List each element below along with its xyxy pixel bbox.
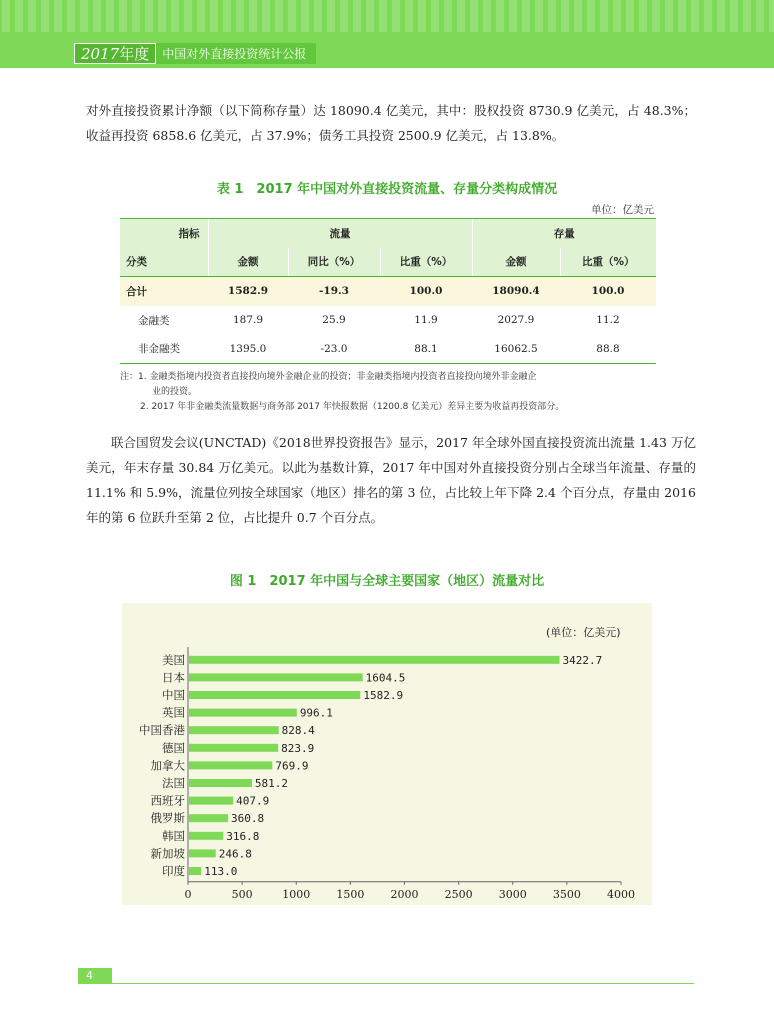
header-grid-stripe xyxy=(54,0,62,32)
header-grid-stripe xyxy=(548,0,556,32)
header-grid-stripe xyxy=(769,0,774,32)
header-grid-stripe xyxy=(158,0,166,32)
header-grid-stripe xyxy=(743,0,751,32)
chart-category-label: 韩国 xyxy=(162,828,185,843)
table-caption: 表 1 2017 年中国对外直接投资流量、存量分类构成情况 xyxy=(216,182,558,197)
header-grid-stripe xyxy=(496,0,504,32)
header-grid-stripe xyxy=(2,0,10,32)
chart-category-label: 西班牙 xyxy=(150,793,185,808)
corner-bottom-label: 分类 xyxy=(120,248,208,277)
header-grid-stripe xyxy=(535,0,543,32)
header-grid-stripe xyxy=(626,0,634,32)
cell-stock-share: 11.2 xyxy=(596,314,620,326)
header-grid-stripe xyxy=(756,0,764,32)
page-number: 4 xyxy=(78,968,112,983)
header-grid-stripe xyxy=(431,0,439,32)
chart-bar xyxy=(189,814,228,822)
chart-x-tick-label: 3500 xyxy=(552,887,581,901)
chart-bar xyxy=(189,673,363,681)
table-note-1: 注：1. 金融类指境内投资者直接投向境外金融企业的投资；非金融类指境内投资者直接投向境外非金融企 xyxy=(120,372,537,382)
chart-category-label: 日本 xyxy=(162,670,185,685)
table-row xyxy=(120,277,656,306)
header-grid-stripe xyxy=(574,0,582,32)
chart-value-label: 360.8 xyxy=(231,812,265,826)
cell-flow-amount: 1395.0 xyxy=(208,335,288,364)
header-grid-stripe xyxy=(353,0,361,32)
chart-category-label: 法国 xyxy=(162,776,185,790)
header-grid-stripe xyxy=(314,0,322,32)
chart-value-label: 828.4 xyxy=(281,724,315,738)
header-grid-stripe xyxy=(249,0,257,32)
header-grid-stripe xyxy=(457,0,465,32)
cell-flow-share: 88.1 xyxy=(380,335,472,364)
header-grid-stripe xyxy=(28,0,36,32)
header-grid-stripe xyxy=(301,0,309,32)
chart-x-tick-label: 2500 xyxy=(444,887,473,901)
header-grid-stripe xyxy=(80,0,88,32)
cell-flow-yoy: -23.0 xyxy=(288,335,380,364)
chart-category-label: 德国 xyxy=(162,740,185,755)
chart-category-label: 印度 xyxy=(162,864,185,878)
chart-value-label: 246.8 xyxy=(218,847,252,861)
chart-bar xyxy=(189,761,272,769)
header-grid-stripe xyxy=(392,0,400,32)
header-grid-stripe xyxy=(561,0,569,32)
header-grid-stripe xyxy=(665,0,673,32)
report-title: 中国对外直接投资统计公报 xyxy=(162,47,307,61)
cell-flow-share: 100.0 xyxy=(380,277,472,306)
table-row xyxy=(120,335,656,364)
row-label: 金融类 xyxy=(138,314,170,327)
chart-value-label: 3422.7 xyxy=(562,653,603,667)
chart-x-tick-label: 2000 xyxy=(390,887,419,901)
chart-bar xyxy=(189,691,360,699)
header-grid-stripe xyxy=(93,0,101,32)
header-grid-stripe xyxy=(197,0,205,32)
header-grid-stripe xyxy=(184,0,192,32)
cell-flow-yoy: -19.3 xyxy=(288,277,380,306)
header-grid-stripe xyxy=(223,0,231,32)
header-grid-stripe xyxy=(587,0,595,32)
header-grid-stripe xyxy=(470,0,478,32)
chart-x-tick-label: 1000 xyxy=(282,887,311,901)
header-grid-stripe xyxy=(236,0,244,32)
group-stock-header: 存量 xyxy=(472,219,656,248)
table-header-row xyxy=(120,219,656,248)
cell-flow-amount: 187.9 xyxy=(232,314,264,326)
footer-rule xyxy=(78,983,694,984)
header-grid-stripe xyxy=(379,0,387,32)
col-flow-yoy: 同比（%） xyxy=(288,248,380,277)
header-grid-stripe xyxy=(67,0,75,32)
table-row xyxy=(120,306,656,335)
header-grid-stripe xyxy=(288,0,296,32)
corner-top-label: 指标 xyxy=(120,219,208,248)
header-grid-stripe xyxy=(613,0,621,32)
chart-value-label: 581.2 xyxy=(254,777,289,790)
chart-category-label: 新加坡 xyxy=(150,846,185,861)
group-flow-header: 流量 xyxy=(208,219,472,248)
header-title-bar xyxy=(74,43,316,64)
header-grid-stripe xyxy=(639,0,647,32)
chart-x-tick-label: 0 xyxy=(184,887,192,901)
col-stock-amount: 金额 xyxy=(472,248,560,277)
cell-stock-share: 88.8 xyxy=(560,335,656,364)
header-grid-stripe xyxy=(262,0,270,32)
cell-flow-yoy: 25.9 xyxy=(322,314,346,326)
header-grid-stripe xyxy=(730,0,738,32)
chart-value-label: 769.9 xyxy=(275,759,309,773)
row-label: 合计 xyxy=(120,277,208,306)
header-grid-stripe xyxy=(704,0,712,32)
header-grid-stripe xyxy=(691,0,699,32)
header-grid-stripe xyxy=(210,0,218,32)
header-grid-stripe xyxy=(678,0,686,32)
chart-x-tick-label: 3000 xyxy=(498,887,527,901)
chart-value-label: 407.9 xyxy=(236,794,270,808)
header-grid-stripe xyxy=(340,0,348,32)
cell-stock-amount: 16062.5 xyxy=(472,335,560,364)
col-flow-share: 比重（%） xyxy=(380,248,472,277)
header-grid-stripe xyxy=(366,0,374,32)
row-label: 非金融类 xyxy=(120,335,208,364)
header-grid-stripe xyxy=(418,0,426,32)
chart-bar xyxy=(189,779,252,787)
chart-bar xyxy=(189,849,216,857)
header-grid-stripe xyxy=(405,0,413,32)
chart-value-label: 316.8 xyxy=(226,829,260,843)
chart-x-tick-label: 500 xyxy=(231,887,253,901)
flow-comparison-chart xyxy=(122,603,652,905)
chart-bar xyxy=(189,709,297,717)
header-grid-stripe xyxy=(652,0,660,32)
header-grid-stripe xyxy=(444,0,452,32)
header-grid-stripe xyxy=(717,0,725,32)
header-grid-stripe xyxy=(15,0,23,32)
table-unit: 单位：亿美元 xyxy=(591,204,654,216)
header-grid-stripe xyxy=(171,0,179,32)
chart-category-label: 俄罗斯 xyxy=(150,811,185,826)
header-grid-stripe xyxy=(275,0,283,32)
fdi-classification-table xyxy=(120,218,656,364)
cell-stock-amount: 18090.4 xyxy=(472,277,560,306)
header-grid-stripe xyxy=(522,0,530,32)
header-grid-stripe xyxy=(327,0,335,32)
chart-category-label: 中国香港 xyxy=(139,723,185,738)
cell-stock-share: 100.0 xyxy=(560,277,656,306)
col-stock-share: 比重（%） xyxy=(560,248,656,277)
header-grid-stripe xyxy=(119,0,127,32)
chart-value-label: 1604.5 xyxy=(365,671,406,685)
header-grid-stripe xyxy=(509,0,517,32)
paragraph-unctad: 联合国贸发会议(UNCTAD)《2018世界投资报告》显示，2017 年全球外国直接投资流出流量 1.43 万亿美元，年末存量 30.84 万亿美元。以此为基数计算，2017 年中国对外直接投资分别占全球当年流量、存量的 11.1% 和 5.9%，流量位列按全球国家（地区）排名的第 3 位，占比较上年下降 2.4 个百分点，存量由 2016 年的第 6 位跃升至第 2 位，占比提升 0.7 个百分点。 xyxy=(86,435,696,525)
chart-category-label: 英国 xyxy=(162,705,185,720)
chart-x-tick-label: 1500 xyxy=(336,887,365,901)
paragraph-stock-composition: 对外直接投资累计净额（以下简称存量）达 18090.4 亿美元，其中：股权投资 8730.9 亿美元，占 48.3%；收益再投资 6858.6 亿美元，占 37.9%；债务工具投资 2500.9 亿美元，占 13.8%。 xyxy=(86,103,696,143)
cell-flow-share: 11.9 xyxy=(414,314,438,326)
chart-category-label: 中国 xyxy=(162,688,185,702)
chart-bar xyxy=(189,726,279,734)
chart-value-label: 996.1 xyxy=(299,706,333,720)
table-subheader-row xyxy=(120,248,656,277)
header-grid-stripe xyxy=(483,0,491,32)
chart-bar xyxy=(189,656,560,664)
chart-bar xyxy=(189,744,278,752)
figure-caption: 图 1 2017 年中国与全球主要国家（地区）流量对比 xyxy=(229,574,545,589)
chart-unit-label: (单位：亿美元) xyxy=(546,626,621,639)
chart-bar xyxy=(189,867,201,875)
header-grid-stripe xyxy=(41,0,49,32)
chart-category-label: 加拿大 xyxy=(150,758,185,773)
header-grid-stripe xyxy=(132,0,140,32)
chart-value-label: 1582.9 xyxy=(363,689,404,702)
header-grid-stripe xyxy=(600,0,608,32)
cell-flow-amount: 1582.9 xyxy=(208,277,288,306)
col-flow-amount: 金额 xyxy=(208,248,288,277)
chart-bar xyxy=(189,797,233,805)
table-note-2: 2. 2017 年非金融类流量数据与商务部 2017 年快报数据（1200.8 亿美元）差异主要为收益再投资部分。 xyxy=(140,402,565,412)
table-note-1-cont: 业的投资。 xyxy=(152,387,198,397)
chart-value-label: 113.0 xyxy=(204,865,238,878)
header-grid-stripe xyxy=(106,0,114,32)
chart-category-label: 美国 xyxy=(162,652,185,667)
header-grid-stripe xyxy=(145,0,153,32)
chart-bar xyxy=(189,832,223,840)
chart-x-tick-label: 4000 xyxy=(607,887,635,901)
chart-value-label: 823.9 xyxy=(281,741,315,755)
report-year: 2017年度 xyxy=(74,43,156,64)
cell-stock-amount: 2027.9 xyxy=(497,314,535,326)
